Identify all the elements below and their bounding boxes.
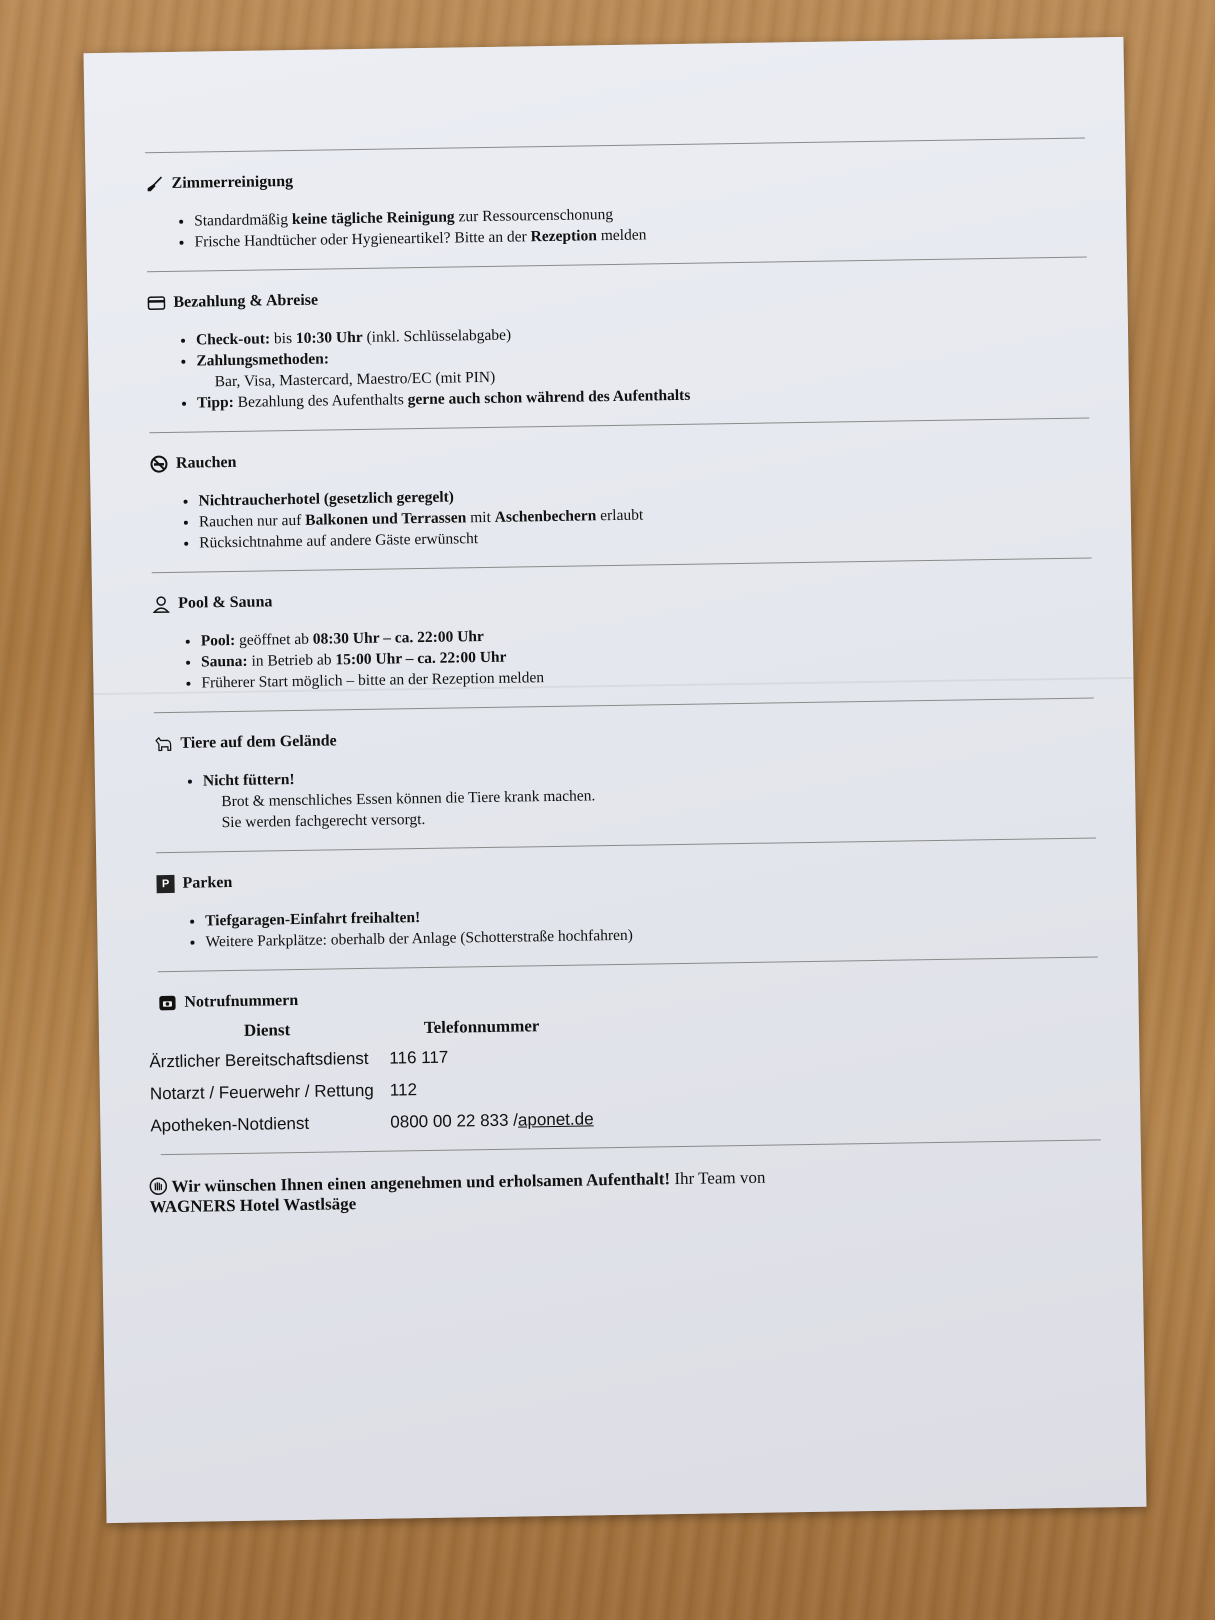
divider: [145, 138, 1085, 154]
divider: [152, 557, 1092, 573]
text-bold: Check-out:: [195, 330, 271, 349]
section-heading: [156, 860, 1096, 893]
section-heading: [152, 580, 1092, 613]
text: mit: [466, 508, 495, 527]
bullet-list: [155, 756, 1096, 834]
text-bold: 08:30 Uhr – ca. 22:00 Uhr: [312, 628, 484, 648]
bullet-list: [150, 476, 1091, 554]
section-title: Tiere auf dem Gelände: [180, 732, 337, 752]
column-header-phone: Telefonnummer: [423, 1016, 540, 1038]
divider: [147, 257, 1087, 273]
divider: [156, 837, 1096, 853]
table-row: [149, 1037, 1099, 1072]
telephone-icon: [158, 994, 176, 1012]
service-name: Notarzt / Feuerwehr / Rettung: [149, 1080, 374, 1104]
text: bis: [269, 329, 297, 348]
section-title: Rauchen: [175, 453, 237, 472]
text: Rücksichtnahme auf andere Gäste erwünscht: [199, 530, 479, 552]
service-name: Apotheken-Notdienst: [150, 1113, 310, 1136]
section-title: Pool & Sauna: [178, 593, 273, 612]
section-title: Zimmerreinigung: [171, 172, 294, 192]
document-content: [145, 138, 1102, 1218]
divider: [161, 1139, 1101, 1155]
text: zur Ressourcenschonung: [454, 205, 614, 226]
closing-message: [149, 1162, 1102, 1217]
text-bold: Balkonen und Terrassen: [305, 509, 467, 529]
section-pool: [152, 580, 1093, 694]
column-header-service: Dienst: [243, 1020, 291, 1040]
table-header: [149, 1007, 1099, 1042]
credit-card-icon: [147, 294, 165, 312]
service-name: Ärztlicher Bereitschaftsdienst: [149, 1048, 369, 1072]
bullet-list: [153, 616, 1094, 694]
broom-icon: [145, 175, 163, 193]
section-smoking: [150, 441, 1091, 555]
section-animals: [154, 720, 1095, 834]
bullet-list: [157, 896, 1098, 953]
paper-sheet: [84, 37, 1147, 1523]
text-bold: Tipp:: [196, 393, 234, 412]
text: Rauchen nur auf: [198, 511, 306, 531]
divider: [158, 956, 1098, 972]
text: melden: [596, 226, 647, 245]
text-bold: Pool:: [200, 631, 236, 650]
text: erlaubt: [596, 506, 644, 525]
closing-text: Ihr Team von: [669, 1167, 766, 1189]
text-bold: Tiefgaragen-Einfahrt freihalten!: [205, 909, 421, 930]
aponet-link[interactable]: aponet.de: [517, 1109, 594, 1130]
section-heading: [147, 280, 1087, 313]
section-title: Bezahlung & Abreise: [173, 291, 319, 311]
text-bold: Aschenbechern: [494, 507, 597, 526]
section-title: Parken: [182, 874, 233, 892]
parking-icon: P: [156, 875, 174, 893]
section-parking: [156, 860, 1097, 953]
emergency-table: [149, 1007, 1101, 1136]
text-bold: keine tägliche Reinigung: [291, 208, 455, 229]
divider: [149, 418, 1089, 434]
text: Früherer Start möglich – bitte an der Rezeption melden: [201, 669, 545, 692]
section-payment: [147, 280, 1089, 415]
section-title: Notrufnummern: [184, 992, 299, 1011]
section-heading: [158, 979, 1098, 1012]
no-smoking-icon: [150, 455, 168, 473]
bullet-list: [146, 197, 1087, 254]
text: Frische Handtücher oder Hygieneartikel? Bitte an der: [194, 228, 531, 251]
text: geöffnet ab: [235, 630, 313, 649]
hotel-name: WAGNERS Hotel Wastlsäge: [149, 1194, 357, 1217]
table-row: [150, 1069, 1100, 1104]
animal-icon: [154, 735, 172, 753]
divider: [154, 697, 1094, 713]
text-bold: Rezeption: [530, 227, 598, 246]
text: Sie werden fachgerecht versorgt.: [221, 810, 426, 832]
text: (inkl. Schlüsselabgabe): [362, 326, 512, 346]
phone-number: 112: [389, 1080, 418, 1100]
text-bold: Nicht füttern!: [202, 771, 295, 790]
text-bold: Nichtraucherhotel (gesetzlich geregelt): [198, 488, 455, 510]
text: Brot & menschliches Essen können die Tiere krank machen.: [221, 787, 596, 811]
phone-number: 0800 00 22 833 /: [390, 1110, 519, 1132]
section-heading: [154, 720, 1094, 753]
text: Standardmäßig: [194, 211, 293, 230]
section-heading: [150, 441, 1090, 474]
text-bold: 10:30 Uhr: [295, 328, 363, 347]
bullet-list: [148, 316, 1089, 415]
section-heading: [145, 161, 1085, 194]
text: Bar, Visa, Mastercard, Maestro/EC (mit PIN): [214, 368, 496, 391]
closing-bold: Wir wünschen Ihnen einen angenehmen und erholsamen Aufenthalt!: [171, 1169, 671, 1197]
section-cleaning: [145, 161, 1086, 254]
text-bold: 15:00 Uhr – ca. 22:00 Uhr: [335, 648, 507, 669]
text-bold: gerne auch schon während des Aufenthalts: [407, 386, 691, 409]
section-emergency: [149, 979, 1100, 1136]
text-bold: Zahlungsmethoden:: [196, 350, 330, 370]
text: in Betrieb ab: [247, 651, 336, 670]
text: Bezahlung des Aufenthalts: [233, 391, 408, 411]
text: Weitere Parkplätze: oberhalb der Anlage (Schotterstraße hochfahren): [205, 926, 633, 951]
sauna-icon: [152, 595, 170, 613]
table-row: [150, 1101, 1100, 1136]
list-item: [203, 756, 1096, 833]
phone-number: 116 117: [389, 1047, 449, 1068]
text-bold: Sauna:: [200, 652, 248, 671]
waving-hand-icon: [149, 1177, 172, 1196]
